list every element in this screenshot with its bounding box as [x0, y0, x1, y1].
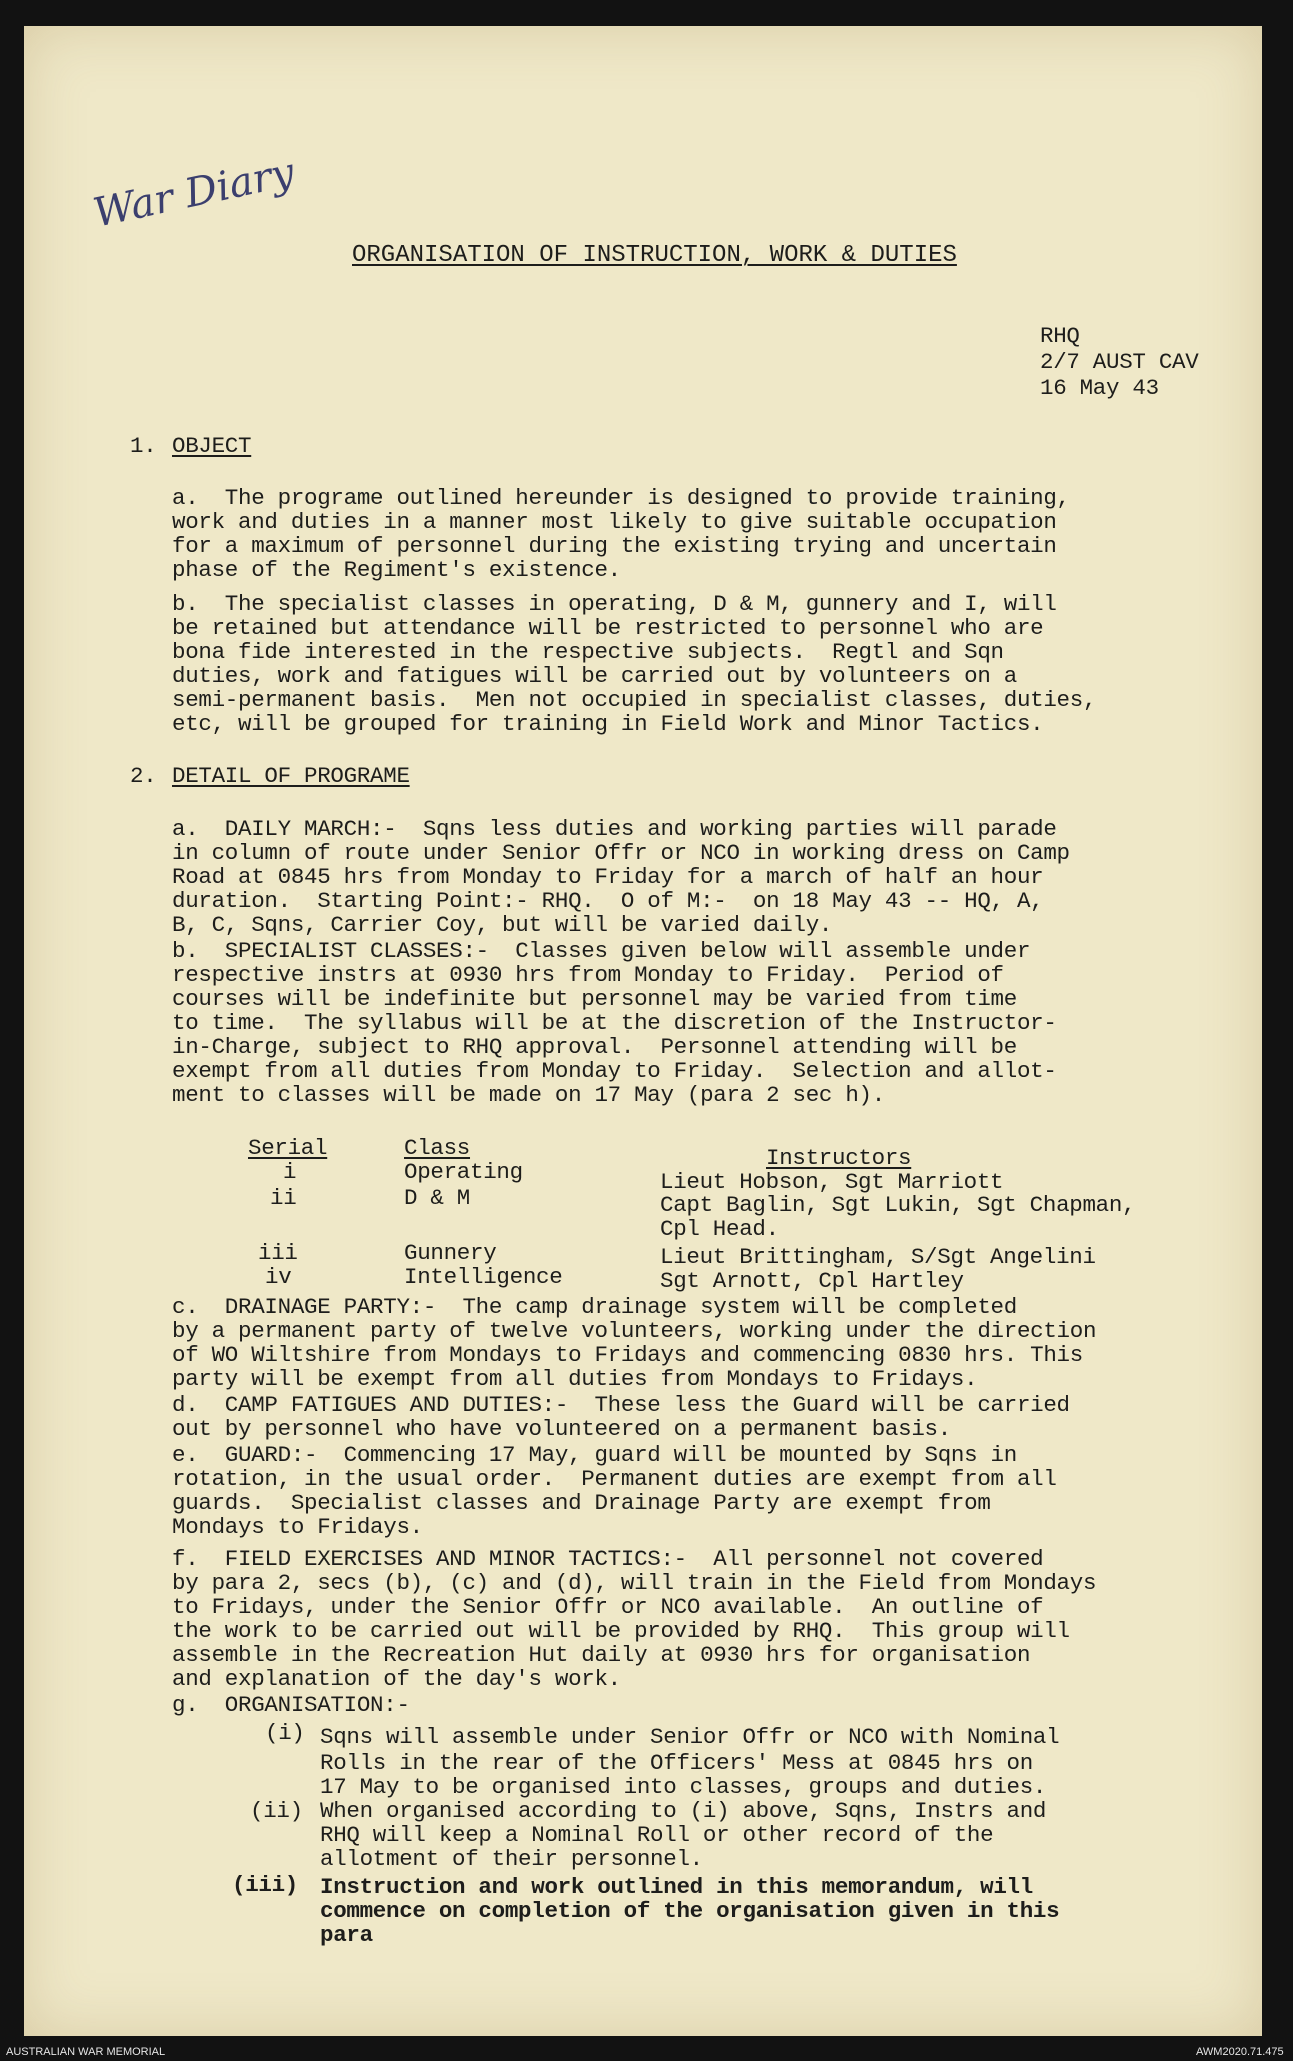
section-2-b-line: to time. The syllabus will be at the discretion of the Instructor- — [172, 1010, 1057, 1036]
header-unit: RHQ — [1040, 323, 1080, 349]
section-1-b-line: b. The specialist classes in operating, D & M, gunnery and I, will — [172, 591, 1057, 617]
section-2-f-line: and explanation of the day's work. — [172, 1666, 621, 1692]
section-2-a-line: Road at 0845 hrs from Monday to Friday for a march of half an hour — [172, 864, 1044, 890]
section-2-e-line: e. GUARD:- Commencing 17 May, guard will be mounted by Sqns in — [172, 1442, 1017, 1468]
section-2-b-line: exempt from all duties from Monday to Friday. Selection and allot- — [172, 1058, 1057, 1084]
section-2-a-line: duration. Starting Point:- RHQ. O of M:- on 18 May 43 -- HQ, A, — [172, 888, 1044, 914]
section-2-b-line: b. SPECIALIST CLASSES:- Classes given below will assemble under — [172, 938, 1031, 964]
section-1-b-line: be retained but attendance will be restricted to personnel who are — [172, 615, 1044, 641]
section-1-a-line: a. The programe outlined hereunder is designed to provide training, — [172, 485, 1070, 511]
section-1-b-line: bona fide interested in the respective subjects. Regtl and Sqn — [172, 639, 1004, 665]
section-2-c-line: c. DRAINAGE PARTY:- The camp drainage system will be completed — [172, 1294, 1017, 1320]
table-cell-instructors: Sgt Arnott, Cpl Hartley — [660, 1268, 964, 1294]
table-cell-class: Operating — [404, 1159, 523, 1185]
section-2-e-line: rotation, in the usual order. Permanent duties are exempt from all — [172, 1466, 1057, 1492]
section-2-g-heading: g. ORGANISATION:- — [172, 1692, 410, 1718]
footer-accession-number: AWM2020.71.475 — [1196, 2046, 1284, 2058]
section-2-c-line: by a permanent party of twelve volunteers, working under the direction — [172, 1318, 1097, 1344]
table-cell-instructors: Cpl Head. — [660, 1216, 779, 1242]
table-cell-instructors: Lieut Brittingham, S/Sgt Angelini — [660, 1244, 1096, 1270]
section-2-c-line: of WO Wiltshire from Mondays to Fridays and commencing 0830 hrs. This — [172, 1342, 1083, 1368]
table-cell-serial: iv — [265, 1264, 292, 1290]
section-2-f-line: assemble in the Recreation Hut daily at 0930 hrs for organisation — [172, 1642, 1031, 1668]
organisation-item-line: allotment of their personnel. — [320, 1846, 703, 1872]
organisation-item-line: Rolls in the rear of the Officers' Mess at 0845 hrs on — [320, 1750, 1033, 1776]
organisation-item-marker: (i) — [265, 1720, 305, 1746]
table-cell-class: Intelligence — [404, 1264, 563, 1290]
section-1-b-line: duties, work and fatigues will be carried out by volunteers on a — [172, 663, 1017, 689]
section-1-heading: OBJECT — [172, 433, 252, 459]
section-2-e-line: Mondays to Fridays. — [172, 1514, 423, 1540]
section-2-f-line: by para 2, secs (b), (c) and (d), will train in the Field from Mondays — [172, 1570, 1097, 1596]
document-title: ORGANISATION OF INSTRUCTION, WORK & DUTIES — [352, 242, 957, 269]
footer-institution: AUSTRALIAN WAR MEMORIAL — [6, 2046, 166, 2058]
organisation-item-marker: (iii) — [232, 1872, 299, 1898]
table-cell-instructors: Capt Baglin, Sgt Lukin, Sgt Chapman, — [660, 1192, 1136, 1218]
table-cell-class: Gunnery — [404, 1240, 497, 1266]
section-2-f-line: to Fridays, under the Senior Offr or NCO available. An outline of — [172, 1594, 1044, 1620]
section-2-c-line: party will be exempt from all duties from Mondays to Fridays. — [172, 1366, 978, 1392]
table-cell-serial: ii — [270, 1185, 297, 1211]
organisation-item-line: When organised according to (i) above, Sqns, Instrs and — [320, 1798, 1047, 1824]
section-1-a-line: work and duties in a manner most likely to give suitable occupation — [172, 509, 1057, 535]
section-1-a-line: phase of the Regiment's existence. — [172, 557, 621, 583]
table-cell-serial: i — [283, 1159, 297, 1185]
organisation-item-line: 17 May to be organised into classes, groups and duties. — [320, 1774, 1047, 1800]
section-2-b-line: courses will be indefinite but personnel may be varied from time — [172, 986, 1017, 1012]
section-2-number: 2. — [130, 763, 157, 789]
handwritten-annotation: War Diary — [89, 149, 299, 237]
section-2-b-line: respective instrs at 0930 hrs from Monday to Friday. Period of — [172, 962, 1004, 988]
table-header-class: Class — [404, 1135, 471, 1161]
section-1-number: 1. — [130, 433, 157, 459]
section-1-b-line: semi-permanent basis. Men not occupied in specialist classes, duties, — [172, 687, 1097, 713]
section-2-a-line: B, C, Sqns, Carrier Coy, but will be varied daily. — [172, 912, 833, 938]
section-2-heading: DETAIL OF PROGRAME — [172, 763, 410, 789]
organisation-item-line: Instruction and work outlined in this memorandum, will — [320, 1874, 1033, 1900]
section-2-b-line: in-Charge, subject to RHQ approval. Personnel attending will be — [172, 1034, 1017, 1060]
header-regiment: 2/7 AUST CAV — [1040, 349, 1199, 375]
section-2-a-line: in column of route under Senior Offr or NCO in working dress on Camp — [172, 840, 1070, 866]
organisation-item-line: commence on completion of the organisation given in this — [320, 1898, 1060, 1924]
organisation-item-line: RHQ will keep a Nominal Roll or other record of the — [320, 1822, 994, 1848]
table-cell-serial: iii — [258, 1240, 298, 1266]
section-2-d-line: d. CAMP FATIGUES AND DUTIES:- These less the Guard will be carried — [172, 1392, 1070, 1418]
organisation-item-line: Sqns will assemble under Senior Offr or NCO with Nominal — [320, 1724, 1060, 1750]
table-header-serial: Serial — [248, 1135, 328, 1161]
header-date: 16 May 43 — [1040, 375, 1159, 401]
organisation-item-marker: (ii) — [250, 1798, 303, 1824]
section-1-b-line: etc, will be grouped for training in Field Work and Minor Tactics. — [172, 711, 1044, 737]
section-2-d-line: out by personnel who have volunteered on a permanent basis. — [172, 1416, 951, 1442]
table-cell-class: D & M — [404, 1185, 471, 1211]
section-2-f-line: the work to be carried out will be provided by RHQ. This group will — [172, 1618, 1070, 1644]
table-header-instructors: Instructors — [766, 1145, 912, 1171]
section-2-e-line: guards. Specialist classes and Drainage Party are exempt from — [172, 1490, 991, 1516]
section-2-a-line: a. DAILY MARCH:- Sqns less duties and working parties will parade — [172, 816, 1057, 842]
section-2-b-line: ment to classes will be made on 17 May (para 2 sec h). — [172, 1082, 885, 1108]
organisation-item-line: para — [320, 1922, 373, 1948]
section-1-a-line: for a maximum of personnel during the existing trying and uncertain — [172, 533, 1057, 559]
section-2-f-line: f. FIELD EXERCISES AND MINOR TACTICS:- All personnel not covered — [172, 1546, 1044, 1572]
table-cell-instructors: Lieut Hobson, Sgt Marriott — [660, 1169, 1004, 1195]
